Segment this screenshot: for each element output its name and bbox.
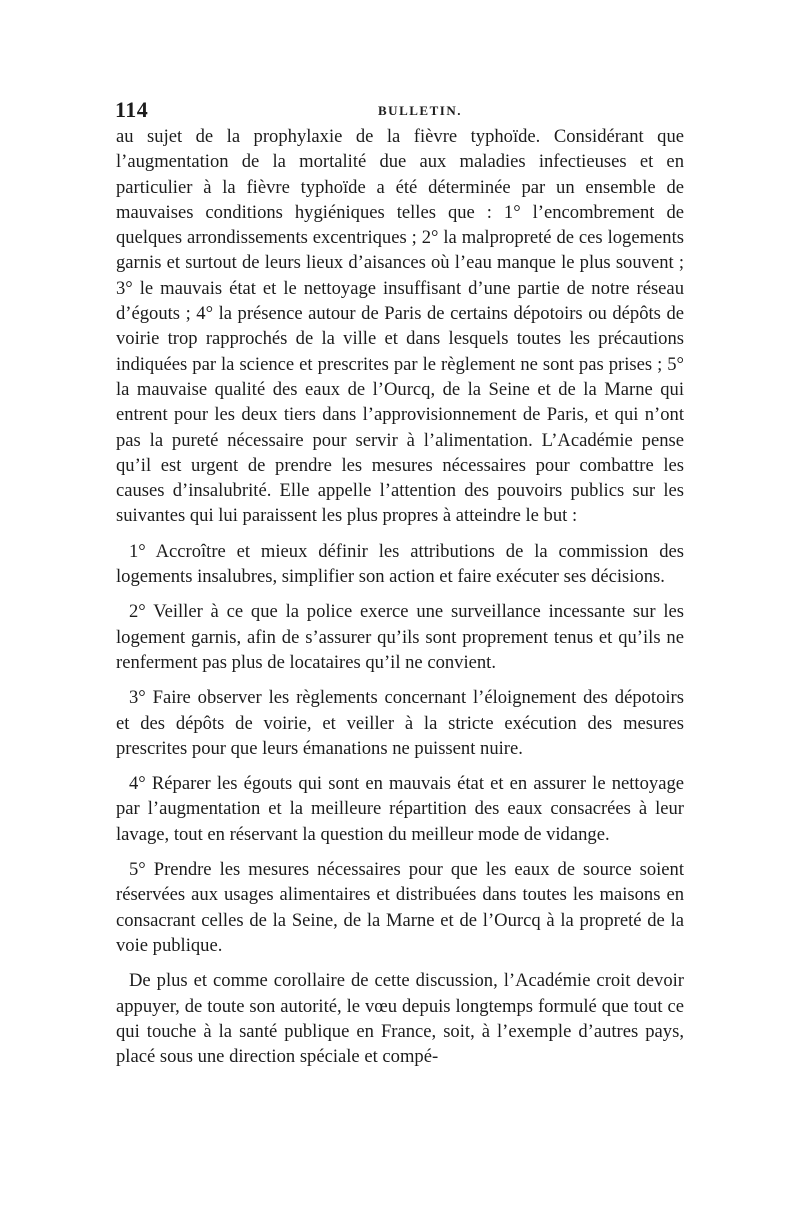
intro-paragraph: au sujet de la prophylaxie de la fièvre typhoïde. Considérant que l’augmentation de la mortalité due aux maladies infectieuses et en particulier à la fièvre typhoïde a été déterminée par un ensemble de mauvaises conditions hygiéniques telles que : 1° l’encombrement de quelques arrondissements excentriques ; 2° la malpropreté de ces logements garnis et surtout de leurs lieux d’aisances où l’eau manque le plus souvent ; 3° le mauvais état et le nettoyage insuffisant d’une partie de notre réseau d’égouts ; 4° la présence autour de Paris de certains dépotoirs ou dépôts de voirie trop rapprochés de la ville et dans lesquels toutes les précautions indiquées par la science et prescrites par le règlement ne sont pas prises ; 5° la mauvaise qualité des eaux de l’Ourcq, de la Seine et de la Marne qui entrent pour les deux tiers dans l’approvisionnement de Paris, et qui n’ont pas la pureté nécessaire pour servir à l’alimentation. L’Académie pense qu’il est urgent de prendre les mesures nécessaires pour combattre les causes d’insalubrité. Elle appelle l’attention des pouvoirs publics sur les suivantes qui lui paraissent les plus propres à atteindre le but :	[116, 126, 684, 527]
closing-paragraph: De plus et comme corollaire de cette discussion, l’Académie croit devoir appuyer, de toute son autorité, le vœu depuis longtemps formulé que tout ce qui touche à la santé publique en France, soit, à l’exemple d’autres pays, placé sous une direction spéciale et compé-	[116, 970, 684, 1068]
running-title: BULLETIN.	[378, 103, 462, 118]
running-head	[115, 97, 685, 127]
recommendation-4: 4° Réparer les égouts qui sont en mauvais état et en assurer le nettoyage par l’augmentation et la meilleure répartition des eaux consacrées à leur lavage, tout en réservant la question du meilleur mode de vidange.	[116, 773, 684, 845]
page-number: 114	[115, 97, 149, 122]
recommendation-2: 2° Veiller à ce que la police exerce une surveillance incessante sur les logement garnis, afin de s’assurer qu’ils sont proprement tenus et qu’ils ne renferment pas plus de locataires qu’il ne convient.	[116, 601, 684, 673]
recommendation-5: 5° Prendre les mesures nécessaires pour que les eaux de source soient réservées aux usages alimentaires et distribuées dans toutes les maisons en consacrant celles de la Seine, de la Marne et de l’Ourcq à la propreté de la voie publique.	[116, 859, 684, 956]
body-text	[116, 124, 684, 1069]
recommendation-1: 1° Accroître et mieux définir les attributions de la commission des logements insalubres, simplifier son action et faire exécuter ses décisions.	[116, 540, 684, 588]
recommendation-3: 3° Faire observer les règlements concernant l’éloignement des dépotoirs et des dépôts de voirie, et veiller à la stricte exécution des mesures prescrites pour que leurs émanations ne puissent nuire.	[116, 687, 684, 759]
